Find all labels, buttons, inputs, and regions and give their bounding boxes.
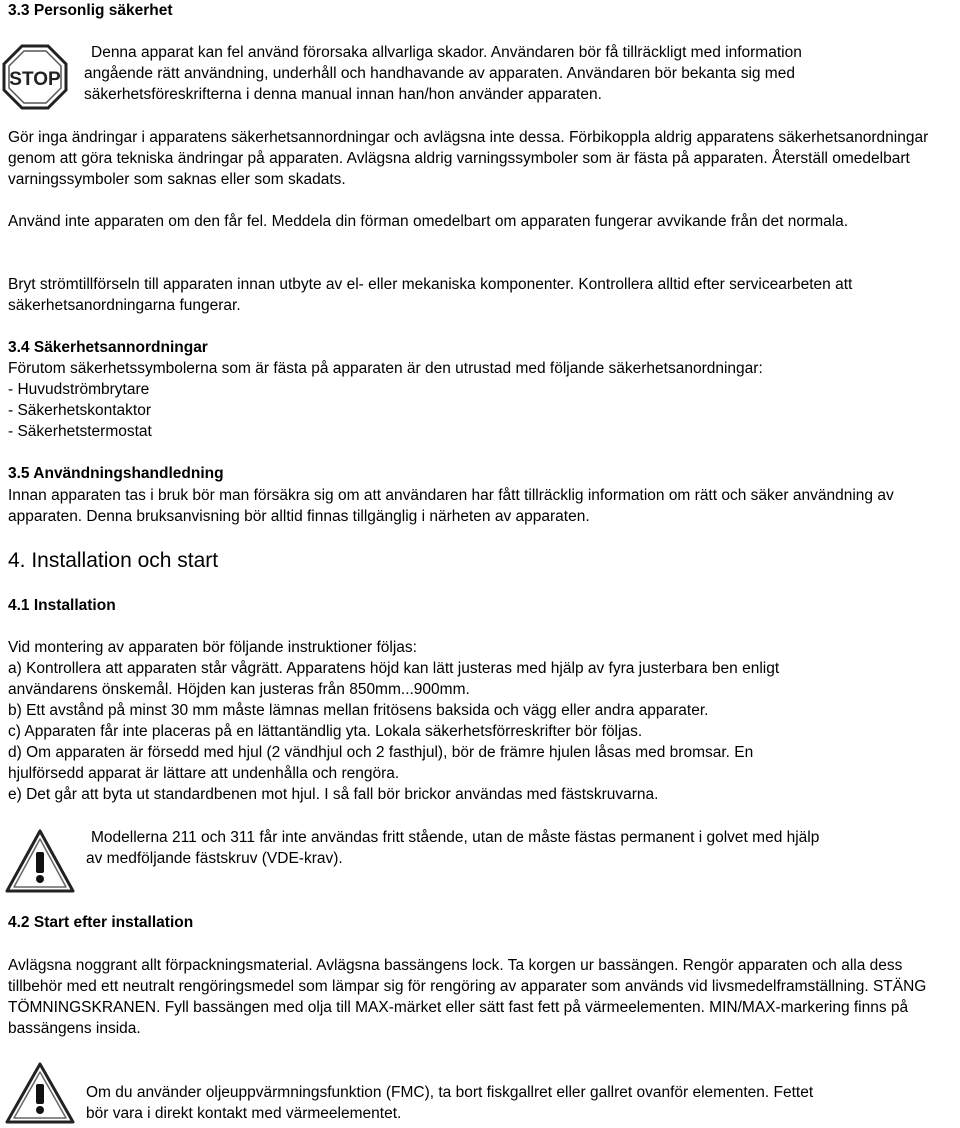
stop-sign-icon: [2, 44, 68, 110]
safety-devices-intro: Förutom säkerhetssymbolerna som är fästa på apparaten är den utrustad med följande säkerhetsanordningar:: [8, 360, 763, 377]
safety-intro: [84, 42, 955, 105]
intro-line: säkerhetsföreskrifterna i denna manual innan han/hon använder apparaten.: [84, 86, 602, 103]
paragraph-modifications: Gör inga ändringar i apparatens säkerhetsannordningar och avlägsna inte dessa. Förbikoppla aldrig apparatens säkerhetsanordningar genom att göra tekniska ändringar på apparaten. Avlägsna aldrig varningssymboler som är fästa på apparaten. Återställ omedelbart varningssymboler som saknas eller som skadats.: [8, 129, 929, 188]
instruction-line: a) Kontrollera att apparaten står vågrätt. Apparatens höjd kan lätt justeras med hjälp av fyra justerbara ben enligt: [8, 660, 780, 677]
list-item: - Säkerhetstermostat: [8, 423, 152, 440]
list-item: - Säkerhetskontaktor: [8, 402, 152, 419]
warning-fmc: [86, 1082, 958, 1124]
instruction-line: e) Det går att byta ut standardbenen mot hjul. I så fall bör brickor användas med fästskruvarna.: [8, 786, 659, 803]
instruction-line: hjulförsedd apparat är lättare att undenhålla och rengöra.: [8, 765, 400, 782]
installation-instructions: [8, 637, 953, 805]
instruction-line: d) Om apparaten är försedd med hjul (2 vändhjul och 2 fasthjul), bör de främre hjulen låsas med bromsar. En: [8, 744, 754, 761]
warning-fixing: [86, 827, 958, 869]
intro-line: angående rätt användning, underhåll och handhavande av apparaten. Användaren bör bekanta sig med: [84, 65, 795, 82]
safety-device-list: [8, 379, 953, 442]
instruction-line: användarens önskemål. Höjden kan justeras från 850mm...900mm.: [8, 681, 470, 698]
warning-line: av medföljande fästskruv (VDE-krav).: [86, 850, 343, 867]
chapter-heading-4: 4. Installation och start: [8, 549, 219, 572]
stop-sign-label: STOP: [9, 69, 61, 90]
instruction-line: c) Apparaten får inte placeras på en lättantändlig yta. Lokala säkerhetsförreskrifter bör följas.: [8, 723, 643, 740]
warning-line: Modellerna 211 och 311 får inte användas fritt stående, utan de måste fästas permanent i golvet med hjälp: [91, 829, 820, 846]
intro-line: Denna apparat kan fel använd förorsaka allvarliga skador. Användaren bör få tillräckligt med information: [91, 44, 802, 61]
startup-text: Avlägsna noggrant allt förpackningsmaterial. Avlägsna bassängens lock. Ta korgen ur bassängen. Rengör apparaten och alla dess tillbehör med ett neutralt rengöringsmedel som lämpar sig för rengöring av apparater som används vid livsmedelframställning. STÄNG TÖMNINGSKRANEN. Fyll bassängen med olja till MAX-märket eller sätt fast fett på värmeelementen. MIN/MAX-markering finns på bassängens insida.: [8, 957, 927, 1037]
warning-line: Om du använder oljeuppvärmningsfunktion (FMC), ta bort fiskgallret eller gallret ovanför elementen. Fettet: [86, 1084, 814, 1101]
list-item: - Huvudströmbrytare: [8, 381, 150, 398]
usage-guidance-text: Innan apparaten tas i bruk bör man försäkra sig om att användaren har fått tillräcklig information om rätt och säker användning av apparaten. Denna bruksanvisning bör alltid finnas tillgänglig i närheten av apparaten.: [8, 487, 894, 525]
paragraph-power: Bryt strömtillförseln till apparaten innan utbyte av el- eller mekaniska komponenter. Kontrollera alltid efter servicearbeten att säkerhetsanordningarna fungerar.: [8, 276, 853, 314]
section-heading-4-1: 4.1 Installation: [8, 597, 116, 614]
section-heading-3-3: 3.3 Personlig säkerhet: [8, 2, 173, 19]
warning-line: bör vara i direkt kontakt med värmeelementet.: [86, 1105, 402, 1122]
warning-triangle-icon: [4, 1061, 76, 1125]
section-heading-3-5: 3.5 Användningshandledning: [8, 465, 224, 482]
instruction-line: Vid montering av apparaten bör följande instruktioner följas:: [8, 639, 417, 656]
section-heading-3-4: 3.4 Säkerhetsannordningar: [8, 339, 208, 356]
section-heading-4-2: 4.2 Start efter installation: [8, 914, 194, 931]
paragraph-faults: Använd inte apparaten om den får fel. Meddela din förman omedelbart om apparaten fungerar avvikande från det normala.: [8, 213, 849, 230]
warning-triangle-icon: [4, 828, 76, 894]
instruction-line: b) Ett avstånd på minst 30 mm måste lämnas mellan fritösens baksida och vägg eller andra apparater.: [8, 702, 709, 719]
